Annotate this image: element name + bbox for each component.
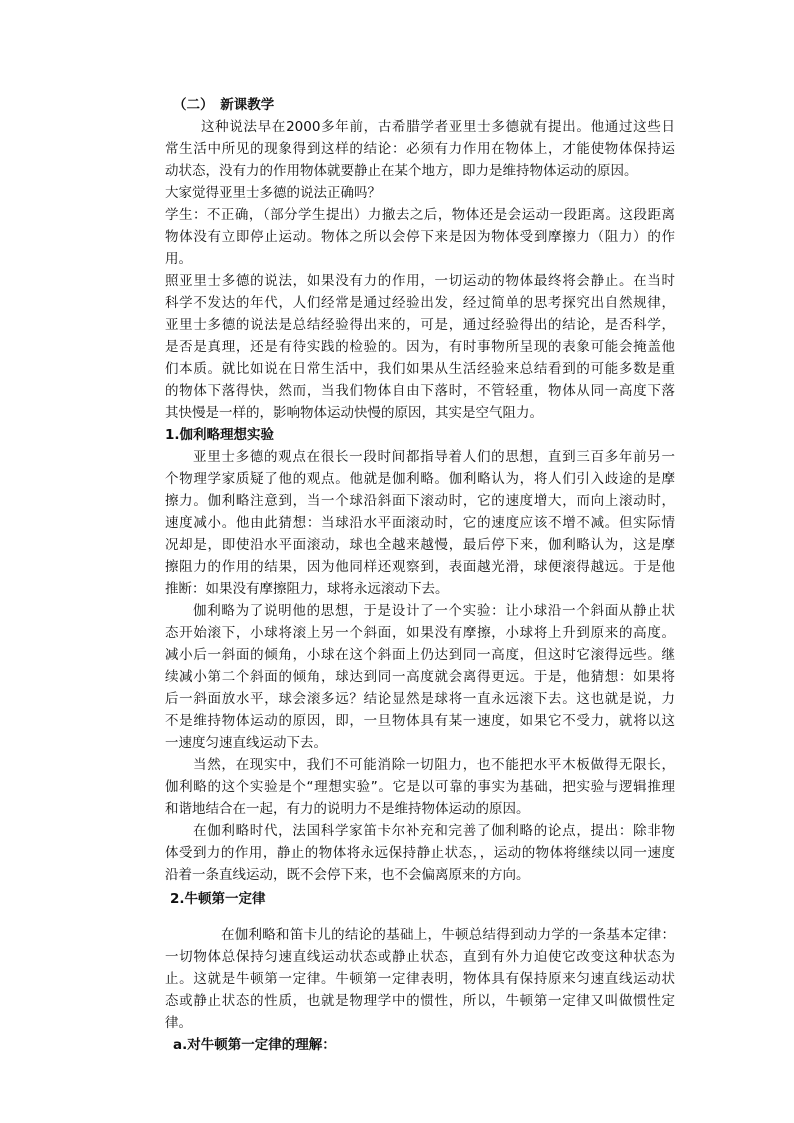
paragraph-line: 常生活中所见的现象得到这样的结论：必须有力作用在物体上，才能使物体保持运 [165,141,675,157]
paragraph-line: 律。 [165,1015,192,1031]
paragraph-line: 沿着一条直线运动，既不会停下来，也不会偏离原来的方向。 [165,867,530,883]
paragraph-line: 照亚里士多德的说法，如果没有力的作用，一切运动的物体最终将会静止。在当时 [165,273,675,289]
paragraph-line: 减小后一斜面的倾角，小球在这个斜面上仍达到同一高度，但这时它滚得远些。继 [165,647,675,663]
paragraph-line: 态或静止状态的性质，也就是物理学中的惯性，所以，牛顿第一定律又叫做惯性定 [165,993,675,1009]
paragraph-line: 个物理学家质疑了他的观点。他就是伽利略。伽利略认为，将人们引入歧途的是摩 [165,471,675,487]
paragraph-line: 亚里士多德的观点在很长一段时间都指导着人们的思想，直到三百多年前另一 [193,449,675,465]
student-answer-line: 用。 [165,251,192,267]
paragraph-line: 体受到力的作用，静止的物体将永远保持静止状态，，运动的物体将继续以同一速度 [165,845,675,861]
paragraph-line: 态开始滚下，小球将滚上另一个斜面，如果没有摩擦，小球将上升到原来的高度。 [165,625,675,641]
paragraph-line: 亚里士多德的说法是总结经验得出来的，可是，通过经验得出的结论，是否科学， [165,317,675,333]
paragraph-line: 伽利略的这个实验是个“理想实验”。它是以可靠的事实为基础，把实验与逻辑推理 [165,779,675,795]
paragraph-line: 是否是真理，还是有待实践的检验的。因为，有时事物所呈现的表象可能会掩盖他 [165,339,675,355]
paragraph-line: 擦阻力的作用的结果，因为他同样还观察到，表面越光滑，球便滚得越远。于是他 [165,559,675,575]
section-heading-new-lesson: （二） 新课教学 [173,97,275,113]
student-answer-line: 学生：不正确，（部分学生提出）力撤去之后，物体还是会运动一段距离。这段距离 [165,207,675,223]
paragraph-line: 续减小第二个斜面的倾角，球达到同一高度就会离得更远。于是，他猜想：如果将 [165,669,675,685]
paragraph-line: 一切物体总保持匀速直线运动状态或静止状态，直到有外力迫使它改变这种状态为 [165,949,675,965]
paragraph-line: 推断：如果没有摩擦阻力，球将永远滚动下去。 [165,581,449,597]
paragraph-line: 科学不发达的年代，人们经常是通过经验出发，经过简单的思考探究出自然规律， [165,295,675,311]
paragraph-line: 擦力。伽利略注意到，当一个球沿斜面下滚动时，它的速度增大，而向上滚动时， [165,493,675,509]
paragraph-line: 的物体下落得快，然而，当我们物体自由下落时，不管轻重，物体从同一高度下落 [165,383,675,399]
subheading-understanding: a.对牛顿第一定律的理解： [173,1037,336,1053]
paragraph-line: 一速度匀速直线运动下去。 [165,735,327,751]
paragraph-line: 止。这就是牛顿第一定律。牛顿第一定律表明，物体具有保持原来匀速直线运动状 [165,971,675,987]
paragraph-line: 况却是，即使沿水平面滚动，球也全越来越慢，最后停下来，伽利略认为，这是摩 [165,537,675,553]
heading-newton-first-law: 2.牛顿第一定律 [170,891,266,907]
paragraph-line: 和谐地结合在一起，有力的说明力不是维持物体运动的原因。 [165,801,530,817]
paragraph-line: 后一斜面放水平，球会滚多远？结论显然是球将一直永远滚下去。这也就是说，力 [165,691,675,707]
paragraph-line: 不是维持物体运动的原因，即，一旦物体具有某一速度，如果它不受力，就将以这 [165,713,675,729]
heading-galileo-experiment: 1.伽利略理想实验 [165,427,275,443]
student-answer-line: 物体没有立即停止运动。物体之所以会停下来是因为物体受到摩擦力（阻力）的作 [165,229,675,245]
paragraph-line: 在伽利略和笛卡儿的结论的基础上，牛顿总结得到动力学的一条基本定律： [221,927,675,943]
question-line: 大家觉得亚里士多德的说法正确吗？ [165,185,381,201]
paragraph-line: 速度减小。他由此猜想：当球沿水平面滚动时，它的速度应该不增不减。但实际情 [165,515,675,531]
paragraph-line: 在伽利略时代，法国科学家笛卡尔补充和完善了伽利略的论点，提出：除非物 [193,823,675,839]
paragraph-line: 这种说法早在2000多年前，古希腊学者亚里士多德就有提出。他通过这些日 [201,119,675,135]
paragraph-line: 其快慢是一样的，影响物体运动快慢的原因，其实是空气阻力。 [165,405,543,421]
paragraph-line: 当然，在现实中，我们不可能消除一切阻力，也不能把水平木板做得无限长， [193,757,675,773]
paragraph-line: 伽利略为了说明他的思想，于是设计了一个实验：让小球沿一个斜面从静止状 [193,603,675,619]
paragraph-line: 们本质。就比如说在日常生活中，我们如果从生活经验来总结看到的可能多数是重 [165,361,675,377]
paragraph-line: 动状态，没有力的作用物体就要静止在某个地方，即力是维持物体运动的原因。 [165,163,638,179]
